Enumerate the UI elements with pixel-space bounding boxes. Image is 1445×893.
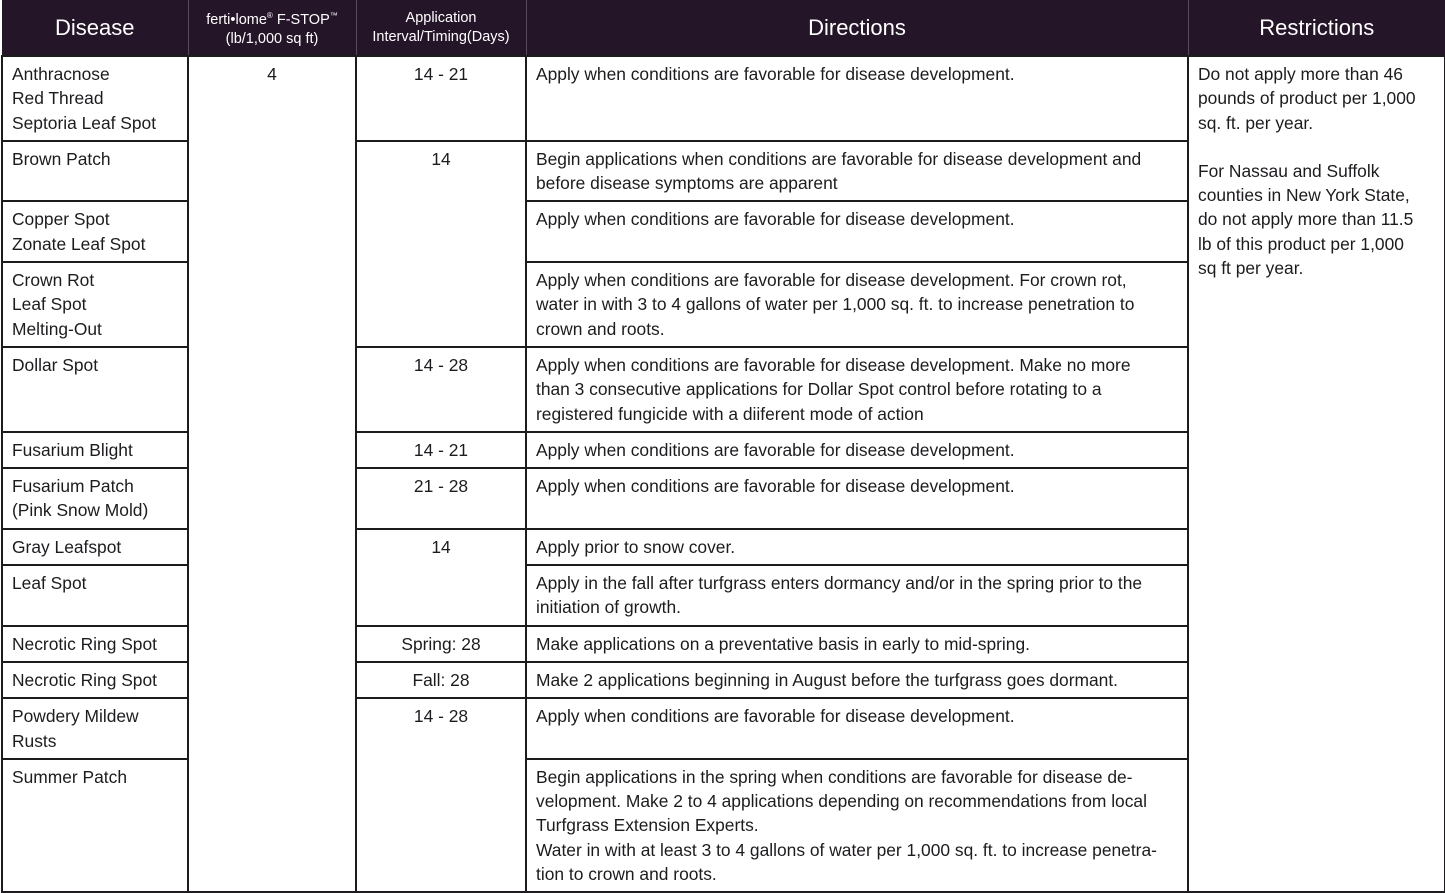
table-row	[2, 56, 1445, 141]
directions-cell: Apply in the fall after turfgrass enters dormancy and/or in the spring prior to the initiation of growth.	[526, 565, 1188, 626]
directions-cell: Apply when conditions are favorable for disease development.	[526, 201, 1188, 262]
directions-cell: Apply prior to snow cover.	[526, 529, 1188, 565]
header-interval: Application Interval/Timing(Days)	[356, 0, 526, 56]
disease-cell: Leaf Spot	[2, 565, 188, 626]
directions-cell: Apply when conditions are favorable for disease development.	[526, 698, 1188, 759]
restrictions-cell: Do not apply more than 46 pounds of product per 1,000 sq. ft. per year. For Nassau and Suffolk counties in New York State, do not apply more than 11.5 lb of this product per 1,000 sq ft per year.	[1188, 56, 1445, 892]
directions-cell: Make 2 applications beginning in August before the turfgrass goes dormant.	[526, 662, 1188, 698]
disease-cell: Brown Patch	[2, 141, 188, 202]
header-disease: Disease	[2, 0, 188, 56]
directions-cell: Make applications on a preventative basis in early to mid-spring.	[526, 626, 1188, 662]
interval-cell: 14 - 28	[356, 698, 526, 892]
disease-cell: Dollar Spot	[2, 347, 188, 432]
directions-cell: Apply when conditions are favorable for disease development. Make no more than 3 consecutive applications for Dollar Spot control before rotating to a registered fungicide with a diiferent mode of action	[526, 347, 1188, 432]
interval-cell: 14 - 21	[356, 56, 526, 141]
header-directions: Directions	[526, 0, 1188, 56]
interval-cell: 14	[356, 529, 526, 626]
disease-cell: Fusarium Blight	[2, 432, 188, 468]
disease-cell: Copper Spot Zonate Leaf Spot	[2, 201, 188, 262]
disease-cell: Gray Leafspot	[2, 529, 188, 565]
disease-cell: Necrotic Ring Spot	[2, 626, 188, 662]
directions-cell: Begin applications in the spring when conditions are favorable for disease de- velopment. Make 2 to 4 applications depending on recommendations from local Turfgrass Extension Experts. Water in with at least 3 to 4 gallons of water per 1,000 sq. ft. to increase penetra- tion to crown and roots.	[526, 759, 1188, 892]
rate-cell: 4	[188, 56, 356, 892]
directions-cell: Apply when conditions are favorable for disease development.	[526, 468, 1188, 529]
interval-cell: 14 - 28	[356, 347, 526, 432]
disease-cell: Summer Patch	[2, 759, 188, 892]
table-header	[2, 0, 1445, 56]
interval-cell: 14	[356, 141, 526, 347]
directions-cell: Apply when conditions are favorable for disease development.	[526, 56, 1188, 141]
directions-cell: Apply when conditions are favorable for disease development. For crown rot, water in with 3 to 4 gallons of water per 1,000 sq. ft. to increase penetration to crown and roots.	[526, 262, 1188, 347]
disease-cell: Necrotic Ring Spot	[2, 662, 188, 698]
directions-cell: Begin applications when conditions are favorable for disease development and before disease symptoms are apparent	[526, 141, 1188, 202]
interval-cell: 14 - 21	[356, 432, 526, 468]
directions-cell: Apply when conditions are favorable for disease development.	[526, 432, 1188, 468]
interval-cell: Spring: 28	[356, 626, 526, 662]
interval-cell: 21 - 28	[356, 468, 526, 529]
header-product-rate: ferti•lome® F-STOP™ (lb/1,000 sq ft)	[188, 0, 356, 56]
disease-application-table	[1, 0, 1445, 893]
disease-cell: Powdery Mildew Rusts	[2, 698, 188, 759]
header-restrictions: Restrictions	[1188, 0, 1445, 56]
disease-cell: Anthracnose Red Thread Septoria Leaf Spot	[2, 56, 188, 141]
disease-cell: Crown Rot Leaf Spot Melting-Out	[2, 262, 188, 347]
disease-cell: Fusarium Patch (Pink Snow Mold)	[2, 468, 188, 529]
table-body	[2, 56, 1445, 892]
interval-cell: Fall: 28	[356, 662, 526, 698]
